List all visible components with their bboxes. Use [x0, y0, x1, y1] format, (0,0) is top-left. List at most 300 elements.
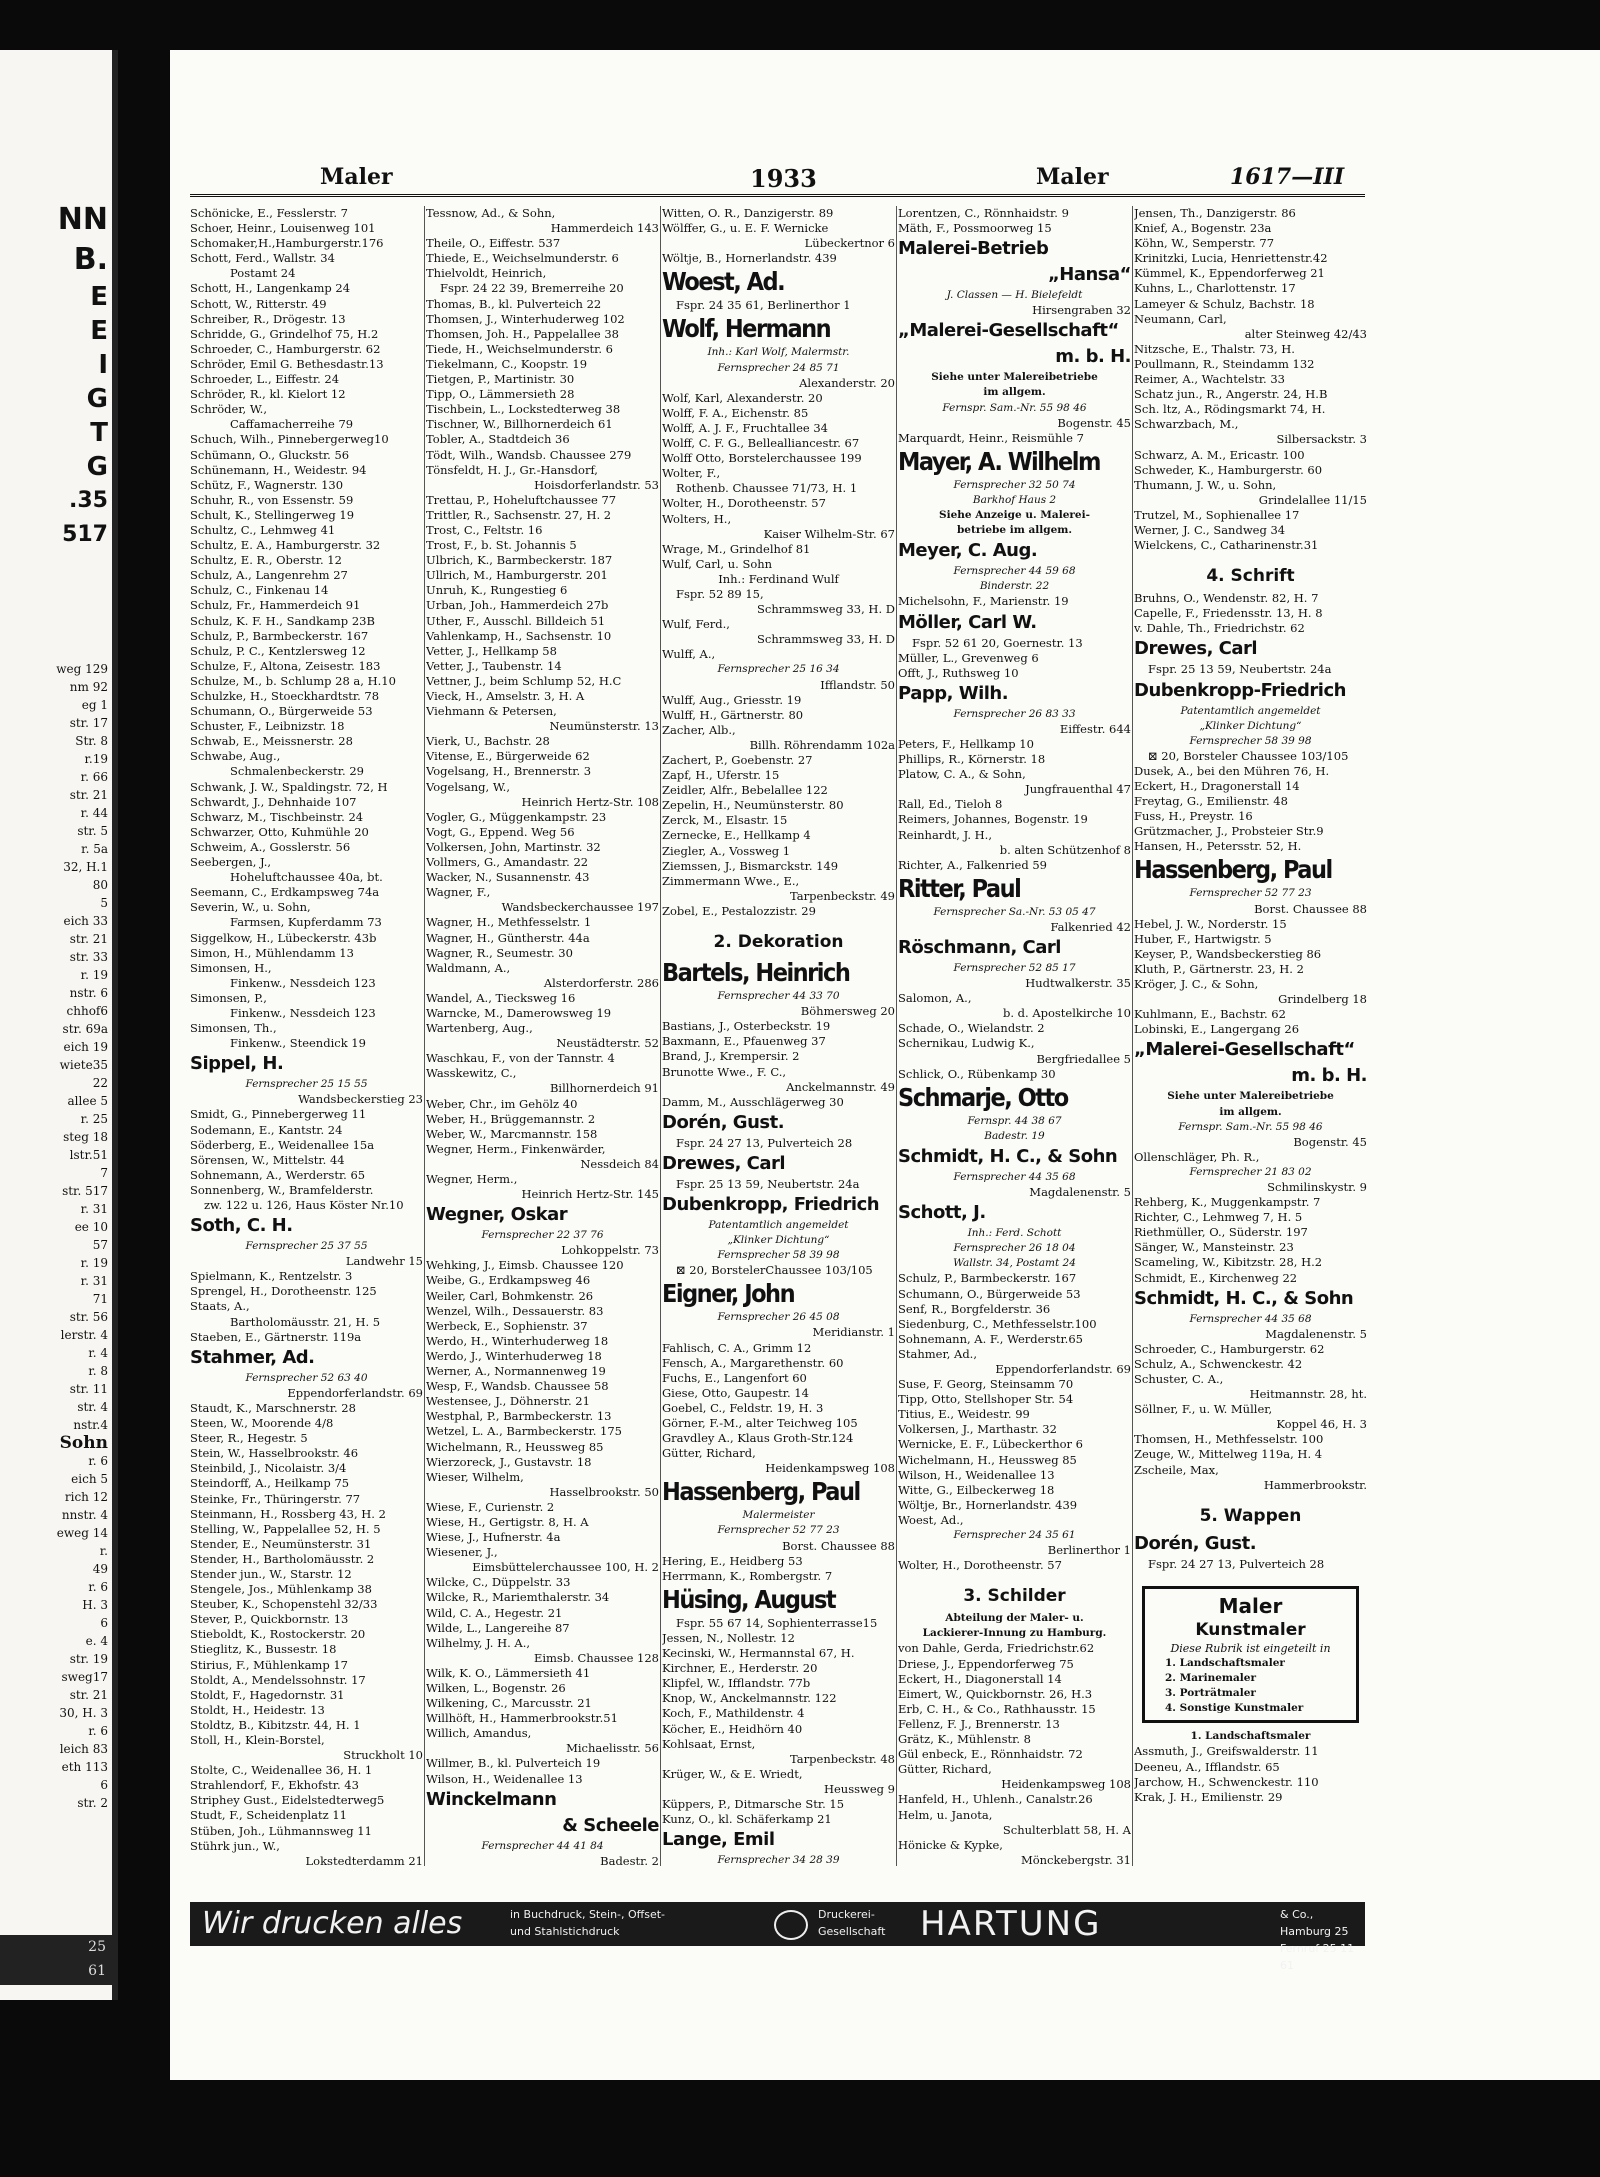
entry-continuation: Landwehr 15 — [345, 1254, 423, 1269]
directory-entry: Riethmüller, O., Süderstr. 197 — [1134, 1225, 1308, 1240]
directory-entry: Vogler, G., Müggenkampstr. 23 — [426, 809, 607, 824]
left-page-footer — [0, 1935, 112, 1985]
directory-entry: Schult, K., Stellingerweg 19 — [190, 507, 355, 522]
directory-entry: Freytag, G., Emilienstr. 48 — [1134, 794, 1288, 809]
directory-column-5 — [1134, 206, 1367, 1866]
entry-continuation: Eppendorferlandstr. 69 — [995, 1361, 1131, 1376]
entry-continuation: Meridianstr. 1 — [812, 1325, 895, 1340]
column-divider — [424, 206, 425, 1866]
directory-entry: Wiese, H., Gertigstr. 8, H. A — [426, 1514, 589, 1529]
directory-entry: Helm, u. Janota, — [898, 1807, 993, 1822]
directory-entry: Stender, E., Neumünsterstr. 31 — [190, 1536, 372, 1551]
directory-entry: Schwank, J. W., Spaldingstr. 72, H — [190, 779, 388, 794]
directory-entry: Striphey Gust., Eidelstedterweg5 — [190, 1793, 385, 1808]
entry-continuation: alter Steinweg 42/43 — [1244, 326, 1367, 341]
directory-entry: Wegner, Herm., — [426, 1172, 518, 1186]
left-big-letter: I — [98, 350, 108, 380]
directory-entry: Wulf, Ferd., — [662, 617, 730, 632]
entry-continuation: Tarpenbeckstr. 49 — [790, 888, 895, 903]
left-fragment-line: eich 33 — [63, 914, 108, 928]
box-subtitle: Kunstmaler — [1195, 1619, 1306, 1640]
directory-entry: Schröder, R., kl. Kielort 12 — [190, 387, 346, 402]
directory-entry: Schulz, C., Finkenau 14 — [190, 583, 329, 598]
entry-continuation: Tarpenbeckstr. 48 — [790, 1751, 895, 1766]
directory-entry: Woest, Ad., — [898, 1512, 964, 1527]
directory-entry: Lorentzen, C., Rönnhaidstr. 9 — [898, 206, 1069, 220]
directory-column-4 — [898, 206, 1131, 1866]
directory-entry: Thiede, E., Weichselmunderstr. 6 — [426, 251, 619, 266]
directory-entry: Kunz, O., kl. Schäferkamp 21 — [662, 1812, 832, 1827]
directory-entry: Schuster, C. A., — [1134, 1372, 1224, 1386]
left-fragment-line: str. 21 — [69, 1688, 108, 1702]
featured-entry-name: Soth, C. H. — [190, 1215, 293, 1237]
directory-entry: Seebergen, J., — [190, 855, 272, 870]
ad-line: und Stahlstichdruck — [510, 1925, 620, 1938]
directory-entry: Wandel, A., Tiecksweg 16 — [426, 990, 576, 1005]
directory-entry: von Dahle, Gerda, Friedrichstr.62 — [898, 1641, 1095, 1656]
directory-entry: Siggelkow, H., Lübeckerstr. 43b — [190, 930, 377, 945]
directory-entry: Sch. ltz, A., Rödingsmarkt 74, H. — [1134, 402, 1326, 417]
directory-entry: Schumann, O., Bürgerweide 53 — [898, 1286, 1081, 1301]
directory-entry: Offt, J., Ruthsweg 10 — [898, 665, 1019, 680]
directory-entry: Fuchs, E., Langenfort 60 — [662, 1370, 807, 1385]
directory-entry: Gül enbeck, E., Rönnhaidstr. 72 — [898, 1747, 1083, 1762]
directory-entry: Sohnemann, A. F., Werderstr.65 — [898, 1331, 1083, 1346]
entry-continuation: Grindelberg 18 — [1278, 992, 1367, 1007]
entry-continuation: Eimsb. Chaussee 128 — [533, 1650, 659, 1665]
directory-entry: Kröger, J. C., & Sohn, — [1134, 977, 1259, 992]
entry-continuation: Falkenried 42 — [1050, 919, 1131, 934]
directory-entry: Reinhardt, J. H., — [898, 827, 992, 842]
phone-note: Wallstr. 34, Postamt 24 — [953, 1257, 1076, 1270]
left-fragment-line: r. 8 — [88, 1364, 108, 1378]
directory-entry: Siehe unter Malereibetriebe — [1167, 1090, 1334, 1103]
directory-entry: Stoldt, A., Mendelssohnstr. 17 — [190, 1672, 366, 1687]
directory-entry: Tödt, Wilh., Wandsb. Chaussee 279 — [426, 447, 632, 462]
directory-entry: Stoldt, F., Hagedornstr. 31 — [190, 1687, 345, 1702]
phone-note: Fernsprecher 26 18 04 — [953, 1242, 1076, 1255]
directory-entry: Steuber, K., Schopenstehl 32/33 — [190, 1597, 378, 1612]
left-fragment-line: 6 — [100, 1778, 108, 1792]
directory-entry: Kirchner, E., Herderstr. 20 — [662, 1661, 818, 1676]
left-fragment-line: eg 1 — [81, 698, 108, 712]
left-fragment-line: r. 66 — [80, 770, 108, 784]
directory-entry: Görner, F.-M., alter Teichweg 105 — [662, 1416, 858, 1430]
directory-entry: Zapf, H., Uferstr. 15 — [662, 768, 780, 783]
left-big-letter: T — [90, 418, 108, 448]
directory-entry: Vetter, J., Hellkamp 58 — [426, 643, 557, 658]
entry-continuation: Magdalenenstr. 5 — [1029, 1185, 1131, 1200]
directory-entry: Tiekelmann, C., Koopstr. 19 — [426, 356, 588, 371]
directory-entry: Schwarz, A. M., Ericastr. 100 — [1134, 447, 1305, 462]
section-heading: 4. Schrift — [1206, 566, 1295, 587]
featured-entry-name: Ritter, Paul — [898, 873, 1021, 903]
entry-continuation: Fspr. 25 13 59, Neubertstr. 24a — [676, 1176, 860, 1191]
entry-continuation: ⊠ 20, BorstelerChaussee 103/105 — [676, 1263, 873, 1278]
phone-note: „Klinker Dichtung“ — [1199, 719, 1302, 732]
directory-entry: Wagner, H., Güntherstr. 44a — [426, 930, 590, 945]
directory-entry: Zeidler, Alfr., Bebelallee 122 — [662, 783, 828, 798]
left-fragment-line: 71 — [92, 1292, 108, 1306]
left-fragment-line: chhof6 — [66, 1004, 108, 1018]
directory-entry: Senf, R., Borgfelderstr. 36 — [898, 1301, 1051, 1316]
directory-entry: Gravdley A., Klaus Groth-Str.124 — [662, 1431, 854, 1446]
directory-entry: Goebel, C., Feldstr. 19, H. 3 — [662, 1400, 824, 1415]
directory-entry: Schweim, A., Gosslerstr. 56 — [190, 839, 351, 854]
left-fragment-line: nstr.4 — [73, 1418, 108, 1432]
featured-entry-name: Lange, Emil — [662, 1829, 775, 1851]
phone-note: Fernsprecher 44 35 68 — [1189, 1312, 1312, 1325]
directory-entry: Lobinski, E., Langergang 26 — [1134, 1022, 1300, 1037]
column-divider — [1132, 206, 1133, 1866]
entry-continuation: Heinrich Hertz-Str. 108 — [521, 794, 659, 809]
directory-entry: Schwarz, M., Tischbeinstr. 24 — [190, 809, 364, 824]
featured-entry-name: Dorén, Gust. — [1134, 1532, 1257, 1554]
directory-entry: Erb, C. H., & Co., Rathhausstr. 15 — [898, 1701, 1096, 1716]
featured-entry-name: m. b. H. — [1291, 1065, 1367, 1087]
left-fragment-line: 49 — [92, 1562, 108, 1576]
section-heading: 2. Dekoration — [713, 932, 844, 953]
left-fragment-line: r. 4 — [88, 1346, 108, 1360]
directory-entry: Schulz, A., Langenrehm 27 — [190, 568, 348, 583]
entry-continuation: Mönckebergstr. 31 — [1020, 1852, 1131, 1866]
directory-entry: Weber, W., Marcmannstr. 158 — [426, 1126, 598, 1141]
left-fragment-line: nm 92 — [69, 680, 108, 694]
entry-continuation: Schmilinskystr. 9 — [1267, 1179, 1367, 1194]
phone-note: Fernsprecher 34 28 39 — [717, 1854, 840, 1866]
directory-entry: Zobel, E., Pestalozzistr. 29 — [662, 903, 816, 918]
kunstmaler-box — [1142, 1586, 1359, 1723]
directory-entry: Staeben, E., Gärtnerstr. 119a — [190, 1329, 362, 1344]
entry-continuation: ⊠ 20, Borsteler Chaussee 103/105 — [1148, 748, 1349, 763]
directory-entry: Stever, P., Quickbornstr. 13 — [190, 1612, 349, 1627]
left-fragment-line: r. 6 — [88, 1724, 108, 1738]
directory-entry: Capelle, F., Friedensstr. 13, H. 8 — [1134, 606, 1323, 621]
directory-entry: Weibe, G., Erdkampsweg 46 — [426, 1273, 591, 1288]
directory-entry: Lackierer-Innung zu Hamburg. — [922, 1627, 1107, 1640]
directory-entry: Seemann, C., Erdkampsweg 74a — [190, 885, 380, 900]
directory-entry: Schulz, K. F. H., Sandkamp 23B — [190, 613, 375, 628]
entry-continuation: Caffamacherreihe 79 — [230, 417, 354, 432]
box-intro: Diese Rubrik ist eingeteilt in — [1170, 1641, 1331, 1655]
left-fragment-line: r. 31 — [80, 1274, 108, 1288]
directory-entry: Kuhns, L., Charlottenstr. 17 — [1134, 281, 1296, 296]
featured-entry-name: Hüsing, August — [662, 1584, 836, 1614]
left-fragment-line: nstr. 6 — [69, 986, 108, 1000]
directory-entry: Giese, Otto, Gaupestr. 14 — [662, 1385, 809, 1400]
directory-entry: Wolff Otto, Borstelerchaussee 199 — [662, 451, 862, 466]
entry-continuation: Alsterdorferstr. 286 — [543, 975, 659, 990]
directory-entry: Schulzke, H., Stoeckhardtstr. 78 — [190, 689, 380, 703]
entry-continuation: Michaelisstr. 56 — [566, 1741, 659, 1756]
directory-entry: Staats, A., — [190, 1299, 250, 1314]
entry-continuation: zw. 122 u. 126, Haus Köster Nr.10 — [204, 1198, 404, 1212]
entry-continuation: Lohkoppelstr. 73 — [561, 1243, 659, 1258]
directory-entry: Trittler, R., Sachsenstr. 27, H. 2 — [426, 507, 612, 522]
entry-continuation: Hammerbrookstr. — [1263, 1477, 1367, 1492]
directory-entry: Fahlisch, C. A., Grimm 12 — [662, 1340, 812, 1355]
directory-entry: Wagner, F., — [426, 885, 491, 900]
directory-entry: Tischner, W., Billhornerdeich 61 — [426, 417, 613, 432]
box-category-item: 1. Landschaftsmaler — [1165, 1656, 1285, 1669]
directory-entry: Hering, E., Heidberg 53 — [662, 1553, 803, 1568]
left-foot-line: 25 — [88, 1939, 106, 1955]
entry-continuation: Postamt 24 — [230, 266, 296, 281]
featured-entry-name: „Malerei-Gesellschaft“ — [1134, 1039, 1355, 1061]
directory-entry: Koch, F., Mathildenstr. 4 — [662, 1706, 805, 1721]
directory-entry: Thumann, J. W., u. Sohn, — [1134, 477, 1277, 492]
directory-entry: Fensch, A., Margarethenstr. 60 — [662, 1355, 844, 1370]
left-fragment-line: eth 113 — [61, 1760, 108, 1774]
entry-continuation: b. d. Apostelkirche 10 — [1002, 1006, 1131, 1021]
directory-entry: Rehberg, K., Muggenkampstr. 7 — [1134, 1195, 1321, 1210]
directory-entry: Wolters, H., — [662, 511, 732, 526]
phone-note: Fernspr. Sam.-Nr. 55 98 46 — [942, 401, 1087, 414]
phone-note: Fernsprecher 26 83 33 — [953, 707, 1076, 720]
phone-note: Fernsprecher 52 77 23 — [1189, 887, 1312, 900]
directory-entry: Werbeck, E., Sophienstr. 37 — [426, 1318, 588, 1333]
directory-entry: Stieboldt, K., Rostockerstr. 20 — [190, 1627, 366, 1642]
entry-continuation: Böhmersweg 20 — [800, 1004, 895, 1019]
directory-entry: Stolte, C., Weidenallee 36, H. 1 — [190, 1763, 373, 1778]
directory-entry: im allgem. — [983, 386, 1046, 399]
directory-entry: Grätz, K., Mühlenstr. 8 — [898, 1732, 1031, 1747]
left-fragment-line: steg 18 — [63, 1130, 108, 1144]
directory-entry: Wöltje, B., Hornerlandstr. 439 — [662, 251, 837, 266]
directory-entry: Weber, Chr., im Gehölz 40 — [426, 1096, 578, 1111]
left-fragment-line: r. 6 — [88, 1454, 108, 1468]
entry-continuation: Fspr. 25 13 59, Neubertstr. 24a — [1148, 662, 1332, 677]
directory-entry: Tipp, O., Lämmersieth 28 — [426, 387, 575, 402]
entry-continuation: Bartholomäusstr. 21, H. 5 — [230, 1314, 381, 1329]
directory-entry: Schuch, Wilh., Pinnebergerweg10 — [190, 432, 389, 447]
directory-entry: Nitzsche, E., Thalstr. 73, H. — [1134, 341, 1295, 356]
directory-entry: Wierzoreck, J., Gustavstr. 18 — [426, 1454, 592, 1469]
entry-continuation: Schrammsweg 33, H. D — [757, 602, 895, 617]
directory-entry: Wieser, Wilhelm, — [426, 1469, 524, 1484]
directory-entry: Sohnemann, A., Werderstr. 65 — [190, 1167, 366, 1182]
directory-entry: Söderberg, E., Weidenallee 15a — [190, 1137, 375, 1152]
directory-entry: Hansen, H., Petersstr. 52, H. — [1134, 839, 1302, 854]
featured-entry-name: Stahmer, Ad. — [190, 1346, 315, 1368]
directory-entry: Eimert, W., Quickbornstr. 26, H.3 — [898, 1686, 1093, 1701]
phone-note: Fernsprecher 26 45 08 — [717, 1311, 840, 1324]
entry-continuation: Fspr. 52 61 20, Goernestr. 13 — [912, 635, 1083, 650]
left-fragment-line: r. 19 — [80, 1256, 108, 1270]
featured-entry-name: Eigner, John — [662, 1279, 795, 1309]
entry-continuation: Heussweg 9 — [823, 1781, 895, 1796]
directory-entry: Uther, F., Ausschl. Billdeich 51 — [426, 613, 606, 628]
left-fragment-line: r. 6 — [88, 1580, 108, 1594]
directory-entry: Wiesener, J., — [426, 1545, 498, 1560]
directory-entry: Damm, M., Ausschlägerweg 30 — [662, 1094, 844, 1109]
printer-logo-icon — [774, 1910, 808, 1940]
directory-entry: Schulze, M., b. Schlump 28 a, H.10 — [190, 673, 396, 688]
directory-entry: Weber, H., Brüggemannstr. 2 — [426, 1111, 596, 1126]
directory-entry: Eckert, H., Dragonerstall 14 — [1134, 779, 1300, 793]
directory-entry: Schwarzbach, M., — [1134, 417, 1239, 432]
directory-entry: Werdo, H., Winterhuderweg 18 — [426, 1333, 609, 1348]
entry-continuation: Borst. Chaussee 88 — [782, 1538, 895, 1553]
directory-entry: Steinke, Fr., Thüringerstr. 77 — [190, 1491, 361, 1506]
ad-address — [1280, 1906, 1365, 1974]
left-fragment-line: 30, H. 3 — [59, 1706, 108, 1720]
directory-entry: Wulff, Aug., Griesstr. 19 — [662, 692, 802, 707]
featured-entry-name: m. b. H. — [1055, 346, 1131, 368]
entry-continuation: Ifflandstr. 50 — [820, 677, 895, 692]
directory-entry: Zepelin, H., Neumünsterstr. 80 — [662, 798, 844, 813]
directory-entry: Siedenburg, C., Methfesselstr.100 — [898, 1316, 1097, 1331]
left-fragment-line: eich 19 — [63, 1040, 108, 1054]
directory-entry: Wolter, H., Dorotheenstr. 57 — [898, 1558, 1062, 1573]
ad-slogan: Wir drucken alles — [202, 1906, 463, 1941]
featured-entry-name: Dubenkropp-Friedrich — [1134, 679, 1346, 701]
entry-continuation: Eiffestr. 644 — [1059, 721, 1131, 736]
entry-continuation: Eimsbüttelerchaussee 100, H. 2 — [472, 1560, 659, 1575]
directory-entry: Brunotte Wwe., F. C., — [662, 1064, 787, 1079]
directory-entry: Reimer, A., Wachtelstr. 33 — [1134, 372, 1285, 387]
directory-entry: v. Dahle, Th., Friedrichstr. 62 — [1134, 621, 1305, 636]
directory-entry: Steinbild, J., Nicolaistr. 3/4 — [190, 1461, 347, 1476]
featured-entry-name: Dubenkropp, Friedrich — [662, 1193, 880, 1215]
directory-entry: Richter, A., Falkenried 59 — [898, 857, 1047, 872]
directory-entry: Schuhr, R., von Essenstr. 59 — [190, 492, 354, 507]
directory-entry: Tipp, Otto, Stellshoper Str. 54 — [898, 1392, 1074, 1407]
featured-entry-name: Drewes, Carl — [1134, 638, 1258, 660]
left-fragment-line: r. 19 — [80, 968, 108, 982]
entry-continuation: Fspr. 24 27 13, Pulverteich 28 — [676, 1135, 853, 1150]
directory-entry: Vogelsang, W., — [426, 779, 510, 794]
directory-columns — [190, 206, 1365, 1866]
directory-entry: Zacher, Alb., — [662, 722, 736, 737]
directory-entry: Wolter, F., — [662, 466, 721, 481]
directory-entry: Schreiber, R., Drögestr. 13 — [190, 311, 346, 326]
directory-entry: Krak, J. H., Emilienstr. 29 — [1134, 1789, 1283, 1804]
directory-entry: Zeuge, W., Mittelweg 119a, H. 4 — [1134, 1447, 1323, 1462]
directory-column-1 — [190, 206, 423, 1866]
directory-entry: Wagner, R., Seumestr. 30 — [426, 945, 573, 960]
directory-entry: Volkersen, J., Marthastr. 32 — [898, 1422, 1057, 1437]
directory-entry: Schütz, F., Wagnerstr. 130 — [190, 477, 344, 492]
directory-entry: Vettner, J., beim Schlump 52, H.C — [426, 673, 622, 688]
ad-line: Gesellschaft — [818, 1925, 886, 1938]
directory-entry: Wölffer, G., u. E. F. Wernicke — [662, 221, 829, 236]
entry-continuation: Hammerdeich 143 — [550, 221, 659, 236]
phone-note: Fernsprecher 52 63 40 — [245, 1371, 368, 1384]
directory-entry: Schatz jun., R., Angerstr. 24, H.B — [1134, 387, 1328, 402]
directory-entry: Wasskewitz, C., — [426, 1066, 517, 1081]
entry-continuation: Neumünsterstr. 13 — [549, 719, 659, 734]
directory-entry: Schulz, Fr., Hammerdeich 91 — [190, 598, 361, 613]
directory-entry: Thomsen, H., Methfesselstr. 100 — [1134, 1432, 1324, 1447]
phone-note: Fernsprecher 44 33 70 — [717, 990, 840, 1003]
directory-entry: Tietgen, P., Martinistr. 30 — [426, 372, 575, 387]
directory-entry: Wolter, H., Dorotheenstr. 57 — [662, 496, 826, 511]
directory-entry: Huber, F., Hartwigstr. 5 — [1134, 931, 1272, 946]
directory-entry: Severin, W., u. Sohn, — [190, 900, 311, 915]
left-big-letter: NN — [57, 202, 108, 237]
directory-entry: Schultz, E. A., Hamburgerstr. 32 — [190, 538, 381, 553]
featured-entry-name: Wolf, Hermann — [662, 314, 831, 344]
directory-entry: Stender jun., W., Starstr. 12 — [190, 1566, 352, 1581]
directory-entry: Sodemann, E., Kantstr. 24 — [190, 1122, 343, 1137]
phone-note: Fernsprecher 22 37 76 — [481, 1229, 604, 1242]
directory-entry: Knief, A., Bogenstr. 23a — [1134, 221, 1272, 236]
featured-entry-name: Schott, J. — [898, 1202, 986, 1224]
directory-entry: Wrage, M., Grindelhof 81 — [662, 541, 811, 556]
featured-entry-name: Sippel, H. — [190, 1053, 284, 1075]
directory-entry: Trettau, P., Hoheluftchaussee 77 — [426, 492, 617, 507]
entry-continuation: Fspr. 24 35 61, Berlinerthor 1 — [676, 298, 851, 313]
entry-continuation: Fspr. 24 27 13, Pulverteich 28 — [1148, 1556, 1325, 1571]
directory-entry: Stelling, W., Pappelallee 52, H. 5 — [190, 1521, 381, 1536]
left-foot-line: 61 — [88, 1963, 106, 1979]
directory-entry: Vahlenkamp, H., Sachsenstr. 10 — [426, 628, 612, 643]
left-fragment-line: r. 25 — [80, 1112, 108, 1126]
directory-entry: Zscheile, Max, — [1134, 1462, 1219, 1477]
directory-entry: Unruh, K., Rungestieg 6 — [426, 583, 568, 598]
directory-entry: Poullmann, R., Steindamm 132 — [1134, 356, 1315, 371]
directory-entry: Wilde, L., Langereihe 87 — [426, 1620, 570, 1635]
directory-entry: Michelsohn, F., Marienstr. 19 — [898, 594, 1069, 609]
directory-entry: Stüben, Joh., Lühmannsweg 11 — [190, 1823, 372, 1838]
left-fragment-line: weg 129 — [56, 662, 108, 676]
directory-entry: Stührk jun., W., — [190, 1838, 280, 1853]
directory-entry: Willmer, B., kl. Pulverteich 19 — [426, 1756, 601, 1771]
phone-note: Fernsprecher 44 59 68 — [953, 565, 1076, 578]
directory-entry: Driese, J., Eppendorferweg 75 — [898, 1656, 1074, 1671]
directory-entry: Schernikau, Ludwig K., — [898, 1036, 1035, 1051]
directory-entry: Weiler, Carl, Bohmkenstr. 26 — [426, 1288, 594, 1303]
ad-line: Fernruf 25 11 61 — [1280, 1942, 1355, 1972]
directory-entry: Brand, J., Krempersir. 2 — [662, 1049, 800, 1064]
directory-entry: Spielmann, K., Rentzelstr. 3 — [190, 1269, 353, 1284]
directory-entry: Wacker, N., Susannenstr. 43 — [426, 870, 590, 885]
directory-entry: Studt, F., Scheidenplatz 11 — [190, 1808, 348, 1823]
directory-entry: Schuster, F., Leibnizstr. 18 — [190, 719, 345, 734]
directory-entry: Schmidt, E., Kirchenweg 22 — [1134, 1270, 1298, 1285]
directory-entry: Wenzel, Wilh., Dessauerstr. 83 — [426, 1303, 604, 1318]
directory-entry: Schulz, P., Barmbeckerstr. 167 — [190, 628, 369, 643]
left-fragment-line: 7 — [100, 1166, 108, 1180]
entry-continuation: Heinrich Hertz-Str. 145 — [521, 1187, 659, 1202]
page-number: 1617—III — [1230, 164, 1345, 190]
directory-entry: Wolff, A. J. F., Fruchtallee 34 — [662, 420, 828, 435]
directory-entry: Wartenberg, Aug., — [426, 1021, 533, 1036]
directory-entry: Sprengel, H., Dorotheenstr. 125 — [190, 1284, 377, 1299]
directory-entry: Platow, C. A., & Sohn, — [898, 767, 1026, 782]
phone-note: Patentamtlich angemeldet — [708, 1218, 849, 1231]
left-fragment-line: eich 5 — [71, 1472, 108, 1486]
directory-entry: Sänger, W., Mansteinstr. 23 — [1134, 1240, 1294, 1255]
entry-continuation: Billh. Röhrendamm 102a — [749, 737, 895, 752]
box-category-item: 4. Sonstige Kunstmaler — [1165, 1702, 1304, 1715]
directory-entry: Küppers, P., Ditmarsche Str. 15 — [662, 1796, 845, 1811]
entry-continuation: Hudtwalkerstr. 35 — [1025, 976, 1131, 991]
directory-entry: Vitense, E., Bürgerweide 62 — [426, 749, 590, 764]
directory-entry: Schwarzer, Otto, Kuhmühle 20 — [190, 824, 369, 839]
directory-entry: Werdo, J., Winterhuderweg 18 — [426, 1348, 602, 1363]
directory-entry: Willich, Amandus, — [426, 1726, 532, 1741]
left-fragment-line: r.19 — [84, 752, 108, 766]
left-fragment-line: allee 5 — [67, 1094, 108, 1108]
directory-entry: Assmuth, J., Greifswalderstr. 11 — [1134, 1744, 1319, 1759]
phone-note: Fernsprecher Sa.-Nr. 53 05 47 — [933, 905, 1096, 918]
entry-continuation: Nessdeich 84 — [580, 1156, 659, 1171]
left-fragment-line: nnstr. 4 — [61, 1508, 108, 1522]
directory-entry: Vogelsang, H., Brennerstr. 3 — [426, 764, 592, 779]
directory-entry: Wilcke, C., Düppelstr. 33 — [426, 1575, 571, 1590]
